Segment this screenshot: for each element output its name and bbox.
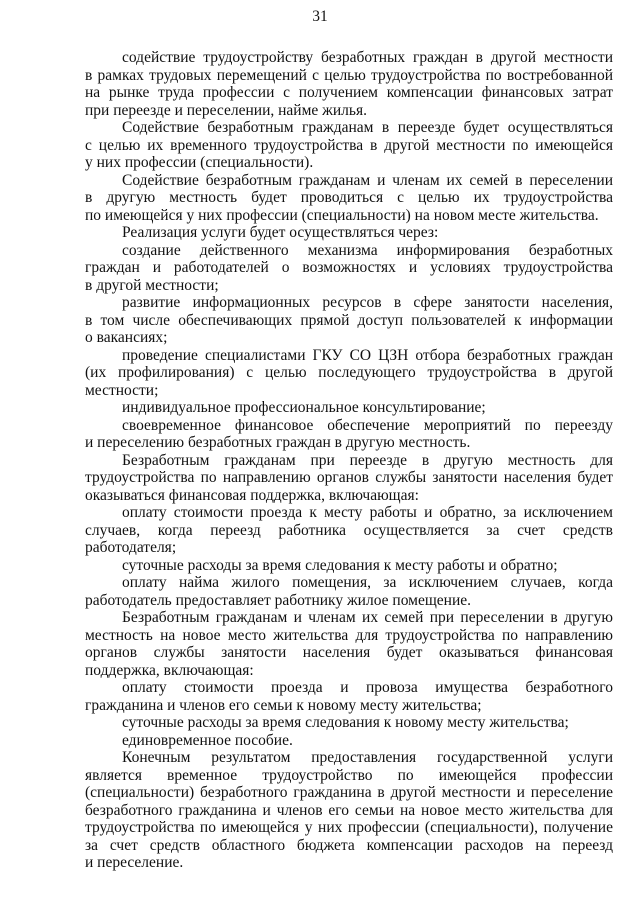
page-number: 31	[312, 8, 328, 25]
text-line: суточные расходы за время следования к месту работы и обратно;	[122, 556, 558, 574]
text-line: в рамках трудовых перемещений с целью трудоустройства по востребованной	[85, 66, 613, 84]
text-line: оплату найма жилого помещения, за исключением случаев, когда	[122, 574, 613, 591]
text-line: граждан и работодателей о возможностях и условиях трудоустройства	[85, 259, 613, 276]
document-body	[85, 49, 613, 872]
text-line: местность на новое место жительства для трудоустройства по направлению	[85, 626, 613, 644]
text-line: у них профессии (специальности).	[85, 154, 314, 171]
text-line: о вакансиях;	[85, 329, 168, 346]
text-line: местности;	[85, 381, 159, 399]
text-line: Безработным гражданам при переезде в другую местность для	[122, 451, 613, 469]
text-line: случаев, когда переезд работника осуществляется за счет средств	[85, 521, 613, 539]
text-line: трудоустройства по направлению органов службы занятости населения будет	[85, 469, 613, 486]
text-line: Содействие безработным гражданам в переезде будет осуществляться	[122, 119, 613, 136]
text-line: поддержка, включающая:	[85, 661, 254, 679]
text-line: оплату стоимости проезда к месту работы и обратно, за исключением	[122, 504, 613, 521]
text-line: при переезде и переселении, найме жилья.	[85, 101, 367, 119]
text-line: (их профилирования) с целью последующего трудоустройства в другой	[85, 364, 613, 381]
text-line: является временное трудоустройство по имеющейся профессии	[85, 766, 613, 784]
text-line: гражданина и членов его семьи к новому месту жительства;	[85, 696, 482, 714]
text-line: проведение специалистами ГКУ СО ЦЗН отбора безработных граждан	[122, 346, 613, 364]
text-line: трудоустройства по имеющейся у них профессии (специальности), получение	[85, 819, 613, 836]
text-line: с целью их временного трудоустройства в другой местности по имеющейся	[85, 136, 613, 154]
text-line: и переселение.	[85, 854, 184, 871]
text-line: своевременное финансовое обеспечение мероприятий по переезду	[122, 416, 613, 434]
text-line: по имеющейся у них профессии (специальности) на новом месте жительства.	[85, 206, 599, 224]
text-line: развитие информационных ресурсов в сфере занятости населения,	[122, 294, 613, 311]
text-line: содействие трудоустройству безработных граждан в другой местности	[122, 49, 613, 66]
text-line: органов службы занятости населения будет оказываться финансовая	[85, 644, 613, 661]
text-line: за счет средств областного бюджета компенсации расходов на переезд	[85, 836, 613, 854]
text-line: в другую местность будет проводиться с целью их трудоустройства	[85, 189, 613, 206]
text-line: оказываться финансовая поддержка, включающая:	[85, 486, 419, 504]
text-line: работодателя;	[85, 539, 177, 556]
text-line: безработного гражданина и членов его семьи на новое место жительства для	[85, 801, 613, 819]
text-line: и переселению безработных граждан в другую местность.	[85, 434, 471, 451]
text-line: на рынке труда профессии с получением компенсации финансовых затрат	[85, 84, 613, 101]
text-line: единовременное пособие.	[122, 731, 293, 749]
text-line: оплату стоимости проезда и провоза имущества безработного	[122, 679, 613, 696]
text-line: работодатель предоставляет работнику жилое помещение.	[85, 591, 471, 609]
text-line: Безработным гражданам и членам их семей при переселении в другую	[122, 609, 613, 626]
text-line: индивидуальное профессиональное консультирование;	[122, 399, 486, 416]
text-line: суточные расходы за время следования к новому месту жительства;	[122, 714, 569, 731]
text-line: в другой местности;	[85, 276, 219, 294]
text-line: Реализация услуги будет осуществляться через:	[122, 224, 439, 241]
text-line: (специальности) безработного гражданина в другой местности и переселение	[85, 784, 613, 801]
text-line: Содействие безработным гражданам и членам их семей в переселении	[122, 171, 613, 189]
text-line: Конечным результатом предоставления государственной услуги	[122, 749, 613, 766]
text-line: создание действенного механизма информирования безработных	[122, 241, 613, 259]
text-line: в том числе обеспечивающих прямой доступ пользователей к информации	[85, 311, 613, 329]
